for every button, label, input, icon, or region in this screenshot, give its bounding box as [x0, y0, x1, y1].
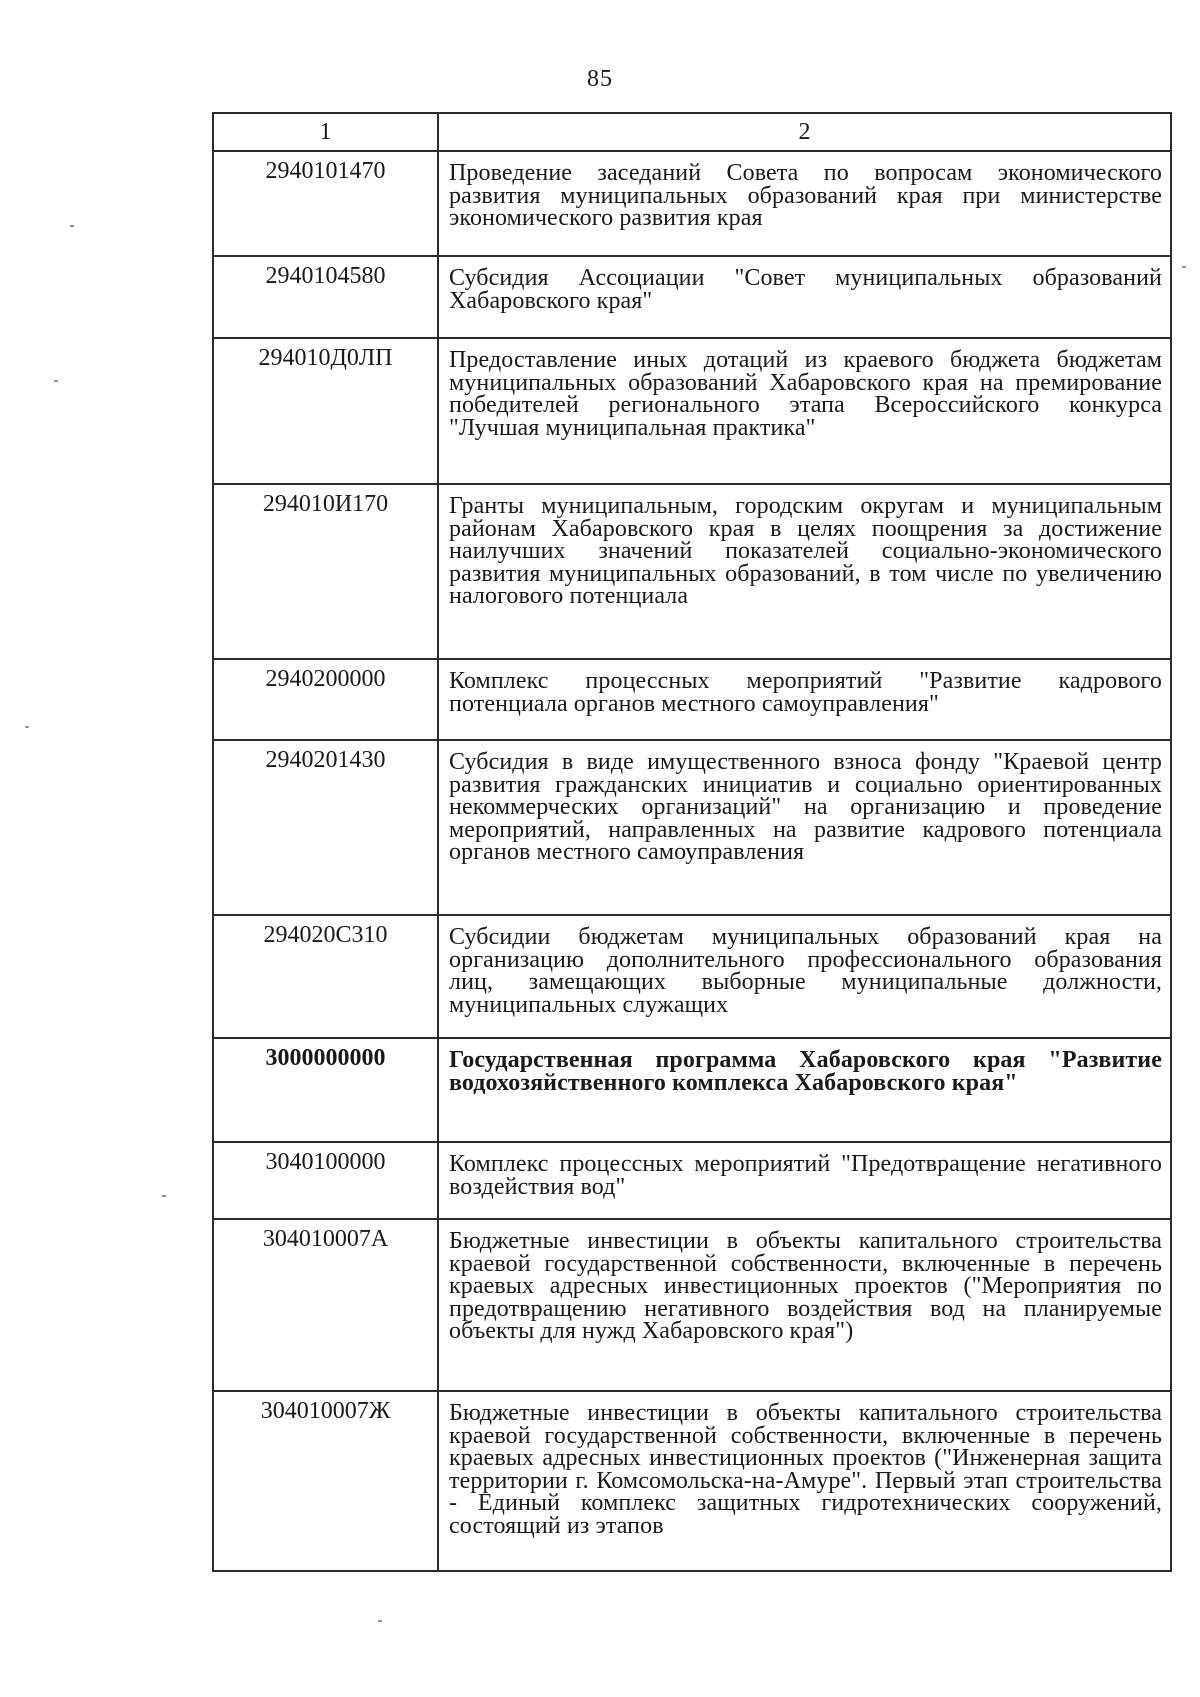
row-name: Государственная программа Хабаровского края "Развитие водохозяйственного комплекса Хабаровского края" [438, 1038, 1171, 1142]
row-code: 294010И170 [213, 484, 438, 659]
row-name: Комплекс процессных мероприятий "Развитие кадрового потенциала органов местного самоуправления" [438, 659, 1171, 740]
row-code: 294020С310 [213, 915, 438, 1038]
table-row [213, 659, 1171, 740]
row-name: Субсидия в виде имущественного взноса фонду "Краевой центр развития гражданских инициатив и социально ориентированных некоммерческих организаций" на организацию и проведение мероприятий, направленных на развитие кадрового потенциала органов местного самоуправления [438, 740, 1171, 915]
table-row [213, 484, 1171, 659]
row-code: 2940104580 [213, 256, 438, 338]
scan-speck [54, 380, 58, 382]
row-code: 3040100000 [213, 1142, 438, 1219]
row-name: Субсидия Ассоциации "Совет муниципальных образований Хабаровского края" [438, 256, 1171, 338]
table-header [213, 113, 1171, 151]
scan-speck [70, 225, 74, 227]
row-name: Бюджетные инвестиции в объекты капитального строительства краевой государственной собственности, включенные в перечень краевых адресных инвестиционных проектов ("Инженерная защита территории г. Комсомольска-на-Амуре". Первый этап строительства - Единый комплекс защитных гидротехнических сооружений, состоящий из этапов [438, 1391, 1171, 1571]
row-name: Субсидии бюджетам муниципальных образований края на организацию дополнительного профессионального образования лиц, замещающих выборные муниципальные должности, муниципальных служащих [438, 915, 1171, 1038]
row-code: 294010Д0ЛП [213, 338, 438, 484]
row-code: 3000000000 [213, 1038, 438, 1142]
row-code: 2940200000 [213, 659, 438, 740]
table-row [213, 1391, 1171, 1571]
budget-classification-table [212, 112, 1172, 1572]
scan-speck [25, 726, 29, 728]
table-body [213, 151, 1171, 1571]
scan-speck [1182, 266, 1186, 268]
header-row [213, 113, 1171, 151]
table-row [213, 338, 1171, 484]
page-number: 85 [587, 66, 613, 92]
row-name: Комплекс процессных мероприятий "Предотвращение негативного воздействия вод" [438, 1142, 1171, 1219]
table-row [213, 1142, 1171, 1219]
table-row [213, 915, 1171, 1038]
scan-speck [378, 1620, 382, 1622]
table-row [213, 740, 1171, 915]
row-name: Проведение заседаний Совета по вопросам экономического развития муниципальных образований края при министерстве экономического развития края [438, 151, 1171, 256]
row-name: Бюджетные инвестиции в объекты капитального строительства краевой государственной собственности, включенные в перечень краевых адресных инвестиционных проектов ("Мероприятия по предотвращению негативного воздействия вод на планируемые объекты для нужд Хабаровского края") [438, 1219, 1171, 1391]
row-name: Гранты муниципальным, городским округам и муниципальным районам Хабаровского края в целях поощрения за достижение наилучших значений показателей социально-экономического развития муниципальных образований, в том числе по увеличению налогового потенциала [438, 484, 1171, 659]
table-row [213, 1038, 1171, 1142]
row-code: 304010007А [213, 1219, 438, 1391]
column-header-code: 1 [213, 113, 438, 151]
row-code: 2940201430 [213, 740, 438, 915]
column-header-name: 2 [438, 113, 1171, 151]
table-row [213, 151, 1171, 256]
row-code: 2940101470 [213, 151, 438, 256]
table-row [213, 1219, 1171, 1391]
row-code: 304010007Ж [213, 1391, 438, 1571]
row-name: Предоставление иных дотаций из краевого бюджета бюджетам муниципальных образований Хабаровского края на премирование победителей регионального этапа Всероссийского конкурса "Лучшая муниципальная практика" [438, 338, 1171, 484]
scan-speck [162, 1195, 166, 1197]
table-row [213, 256, 1171, 338]
